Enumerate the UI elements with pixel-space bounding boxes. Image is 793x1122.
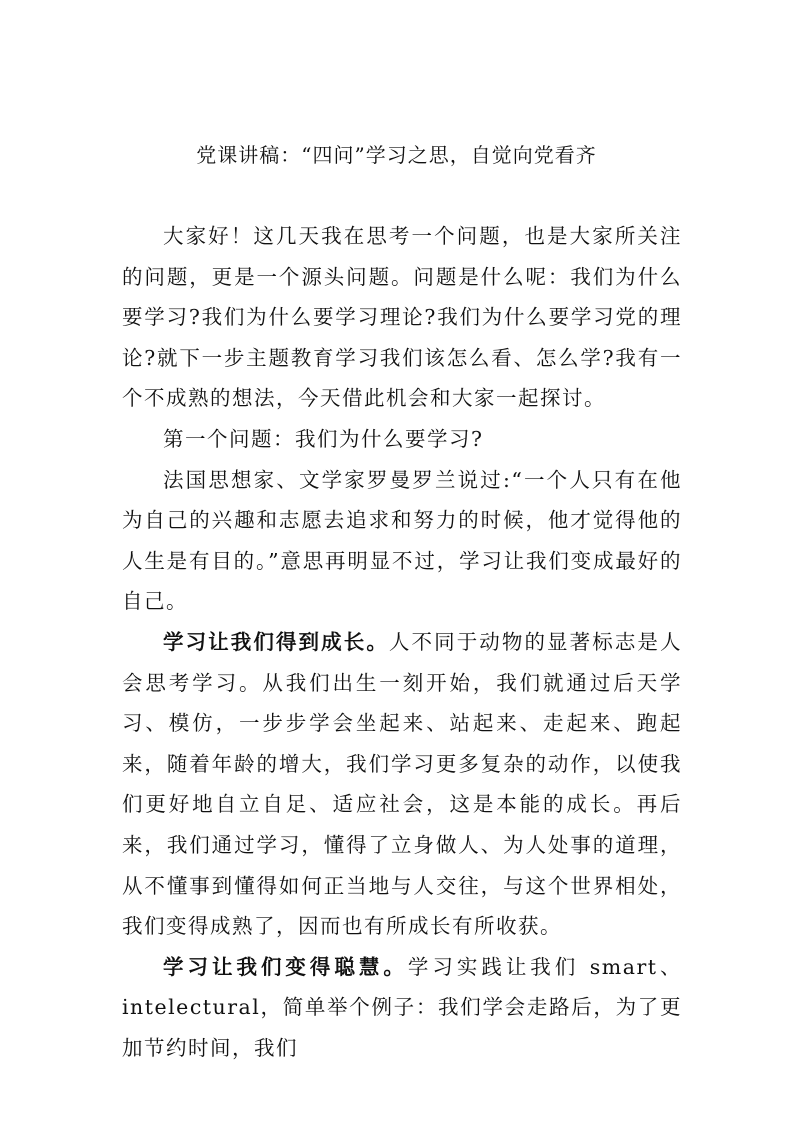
- paragraph-lead: 学习让我们变得聪慧。: [163, 954, 408, 979]
- paragraph-lead: 学习让我们得到成长。: [163, 629, 389, 654]
- paragraph-growth: [122, 622, 682, 947]
- paragraph-question-one: [122, 419, 682, 460]
- paragraph-intro: [122, 216, 682, 419]
- paragraph-quote: [122, 460, 682, 622]
- paragraph-text: 大家好！这几天我在思考一个问题，也是大家所关注的问题，更是一个源头问题。问题是什么呢：我们为什么要学习?我们为什么要学习理论?我们为什么要学习党的理论?就下一步主题教育学习我们该怎么看、怎么学?我有一个不成熟的想法，今天借此机会和大家一起探讨。: [122, 224, 682, 411]
- paragraph-text: 第一个问题：我们为什么要学习?: [163, 426, 484, 451]
- paragraph-text: 人不同于动物的显著标志是人会思考学习。从我们出生一刻开始，我们就通过后天学习、模仿，一步步学会坐起来、站起来、走起来、跑起来，随着年龄的增大，我们学习更多复杂的动作，以使我们更好地自立自足、适应社会，这是本能的成长。再后来，我们通过学习，懂得了立身做人、为人处事的道理，从不懂事到懂得如何正当地与人交往，与这个世界相处，我们变得成熟了，因而也有所成长有所收获。: [122, 629, 683, 939]
- document-body: [122, 216, 682, 1068]
- paragraph-text: 学习实践让我们 smart、intelectural，简单举个例子：我们学会走路后，为了更加节约时间，我们: [122, 954, 682, 1060]
- paragraph-wisdom: [122, 947, 682, 1069]
- document-title: 党课讲稿：“四问”学习之思，自觉向党看齐: [196, 143, 597, 167]
- paragraph-text: 法国思想家、文学家罗曼罗兰说过:“一个人只有在他为自己的兴趣和志愿去追求和努力的时候，他才觉得他的人生是有目的。”意思再明显不过，学习让我们变成最好的自己。: [122, 467, 682, 614]
